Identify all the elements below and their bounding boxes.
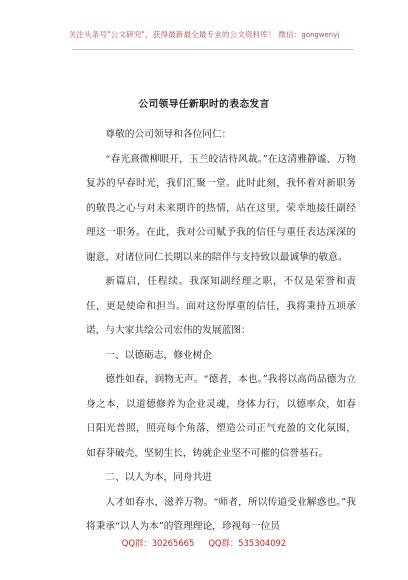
top-banner [0, 29, 408, 40]
document-body [86, 123, 356, 540]
footer [0, 537, 408, 549]
header-rule [72, 49, 354, 50]
paragraph-section-1: 德性如春，润物无声。“德者，本也。”我将以高尚品德为立身之本，以道德修养为企业灵魂，身体力行，以德率众，如春日阳光普照，照亮每个角落，塑造公司正气充盈的文化氛围，如春芽破壳，坚韧生长，铸就企业坚不可摧的信誉基石。 [86, 374, 356, 459]
paragraph-commitments: 新篇启，任程续。我深知副经理之职，不仅是荣誉和责任，更是使命和担当。面对这份厚重的信任，我将秉持五项承诺，与大家共绘公司宏伟的发展蓝图： [86, 276, 356, 336]
banner-text: 关注头条号"公文研究"，获得最新最全最专业的公文资料库！ 微信： [68, 30, 302, 39]
qq-group-1: QQ群：30265665 [121, 538, 195, 548]
section-heading-1: 一、以德砺志，修业树企 [105, 349, 212, 361]
section-heading-2: 二、以人为本，同舟共进 [105, 472, 212, 483]
document-title: 公司领导任新职时的表态发言 [138, 99, 270, 110]
salutation: 尊敬的公司领导和各位同仁： [105, 129, 232, 140]
paragraph-opening: “春光熹微柳眼开，玉兰皎洁待风裁。”在这清雅静谧、万物复苏的早春时光，我们汇聚一堂。此时此刻，我怀着对新职务的敬畏之心与对未来期许的热情，站在这里，荣幸地接任副经理这一职务。在此，我对公司赋予我的信任与重任表达深深的谢意，对诸位同仁长期以来的陪伴与支持致以最诚挚的敬意。 [86, 153, 356, 263]
qq-group-2: QQ群：535304092 [208, 538, 287, 548]
wechat-id: gongwenyj [301, 31, 340, 39]
paragraph-section-2: 人才如春水，滋养万物。“师者，所以传道受业解惑也。”我将秉承“以人为本”的管理理论，珍视每一位员 [86, 496, 356, 532]
